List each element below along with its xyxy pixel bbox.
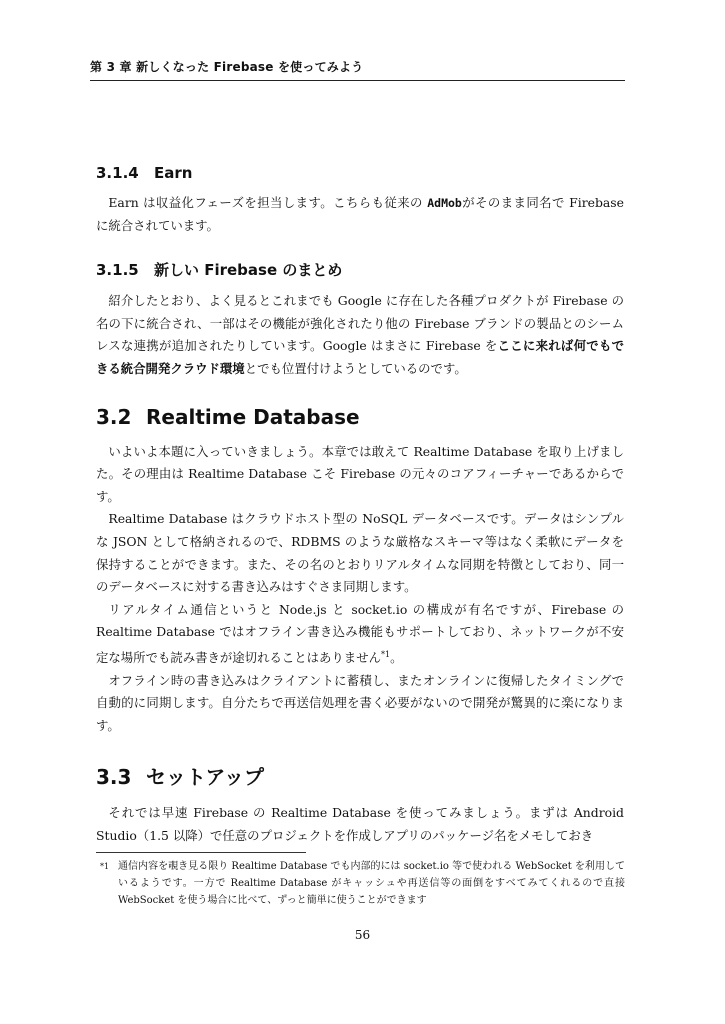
heading-earn xyxy=(96,164,624,182)
text-run: 。 xyxy=(390,650,403,666)
paragraph-realtime-3 xyxy=(96,599,624,670)
footnote-text: 通信内容を覗き見る限り Realtime Database でも内部的には socket.io 等で使われる WebSocket を利用しているようです。一方で Realtime Database がキャッシュや再送信等の面倒をすべてみてくれるので直接 WebSocket を使う場合に比べて、ずっと簡単に使うことができます xyxy=(118,861,625,906)
footnote-mark: *1 xyxy=(100,862,110,871)
footnote-rule xyxy=(96,852,306,853)
heading-title: 新しい Firebase のまとめ xyxy=(154,261,343,280)
footnote-reference[interactable]: *1 xyxy=(380,649,391,659)
header-rule xyxy=(90,80,625,81)
heading-number: 3.1.4 xyxy=(96,164,139,182)
heading-number: 3.2 xyxy=(96,404,132,429)
paragraph-earn xyxy=(96,192,624,237)
page-content xyxy=(96,150,624,848)
heading-summary xyxy=(96,259,624,280)
running-header: 第 3 章 新しくなった Firebase を使ってみよう xyxy=(90,60,364,74)
heading-realtime-database xyxy=(96,405,624,429)
text-run: がそのまま同名で Firebase に統合されています。 xyxy=(96,195,625,233)
emphasis-text: ここに来れば何でもできる統合開発クラウド環境 xyxy=(96,338,624,376)
heading-title: Earn xyxy=(154,164,193,182)
paragraph-summary xyxy=(96,290,624,380)
page-number: 56 xyxy=(354,928,371,942)
paragraph-realtime-2: Realtime Database はクラウドホスト型の NoSQL データベースです。データはシンプルな JSON として格納されるので、RDBMS のような厳格なスキーマ等はなく柔軟にデータを保持することができます。また、その名のとおりリアルタイムな同期を特徴としており、同一のデータベースに対する書き込みはすぐさま同期します。 xyxy=(96,511,624,595)
text-run: Earn は収益化フェーズを担当します。こちらも従来の xyxy=(108,195,428,210)
heading-setup xyxy=(96,761,624,790)
footnote xyxy=(100,858,625,909)
heading-title: Realtime Database xyxy=(146,404,360,429)
text-run: リアルタイム通信というと Node.js と socket.io の構成が有名ですが、Firebase の Realtime Database ではオフライン書き込み機能もサポートしており、ネットワークが不安定な場所でも読み書きが途切れることはありません xyxy=(96,601,624,666)
paragraph-setup: それでは早速 Firebase の Realtime Database を使ってみましょう。まずは Android Studio（1.5 以降）で任意のプロジェクトを作成しアプリのパッケージ名をメモしておき xyxy=(96,805,624,843)
paragraph-realtime-4: オフライン時の書き込みはクライアントに蓄積し、またオンラインに復帰したタイミングで自動的に同期します。自分たちで再送信処理を書く必要がないので開発が驚異的に楽になります。 xyxy=(96,672,624,733)
text-run: 紹介したとおり、よく見るとこれまでも Google に存在した各種プロダクトが Firebase の名の下に統合され、一部はその機能が強化されたり他の Firebase ブランドの製品とのシームレスな連携が追加されたりしています。Google はまさに Firebase を xyxy=(96,293,624,354)
heading-title: セットアップ xyxy=(146,765,264,790)
code-admob: AdMob xyxy=(427,196,462,210)
heading-number: 3.1.5 xyxy=(96,261,139,280)
text-run: とでも位置付けようとしているのです。 xyxy=(244,360,467,376)
heading-number: 3.3 xyxy=(96,765,132,790)
paragraph-realtime-1: いよいよ本題に入っていきましょう。本章では敢えて Realtime Database を取り上げました。その理由は Realtime Database こそ Firebase の元々のコアフィーチャーであるからです。 xyxy=(96,443,624,504)
